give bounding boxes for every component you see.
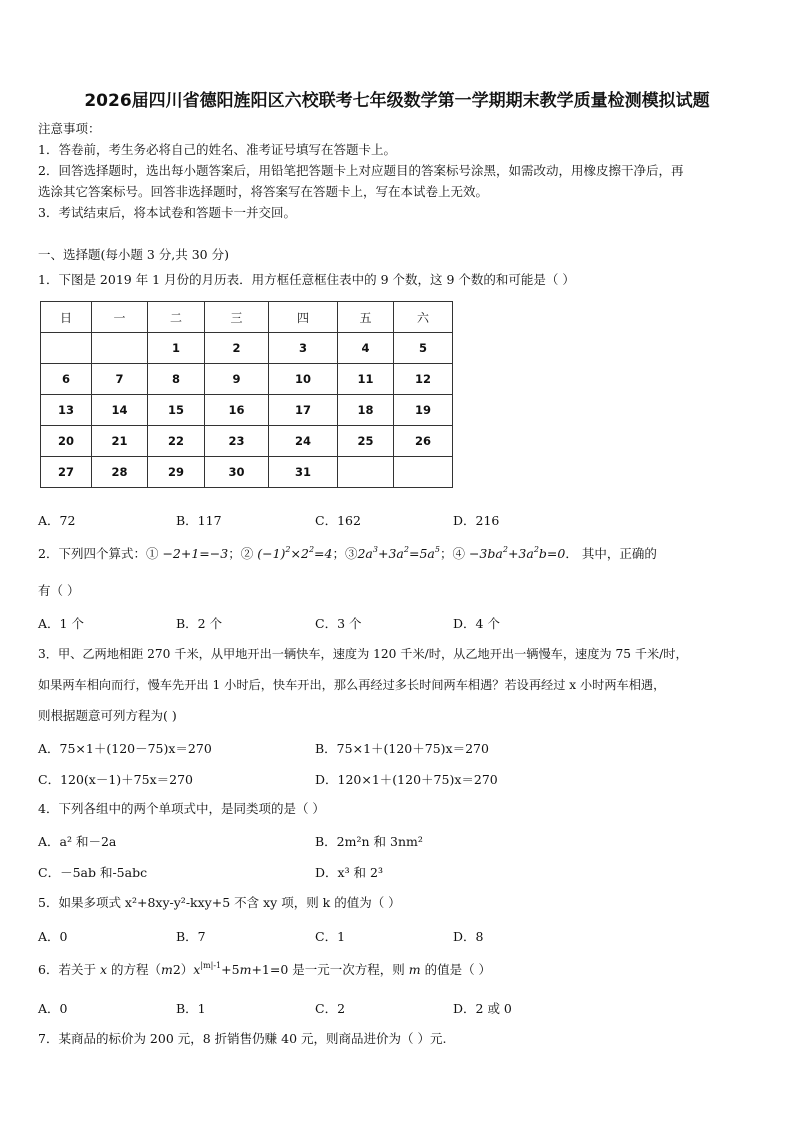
calendar-cell: 21	[92, 426, 148, 457]
calendar-cell: 24	[269, 426, 338, 457]
q2-formula-2	[257, 546, 332, 561]
q6-text: +5	[221, 962, 240, 977]
calendar-cell: 15	[148, 395, 205, 426]
q6-var-m: m	[239, 962, 252, 977]
q2-sep: ；③	[332, 546, 358, 561]
q2-sep: ；②	[228, 546, 254, 561]
notice-heading: 注意事项：	[38, 121, 101, 136]
q6-var-x: x	[193, 962, 201, 977]
q6-text: 的值是（ ）	[420, 962, 492, 977]
calendar-cell: 17	[269, 395, 338, 426]
notice-item: 3．考试结束后，将本试卷和答题卡一并交回。	[38, 205, 296, 220]
calendar-row	[41, 457, 453, 488]
option-c: C．3 个	[315, 616, 362, 631]
q6-var-m: m	[160, 962, 173, 977]
calendar-row	[41, 426, 453, 457]
option-a: A．0	[38, 1001, 68, 1016]
calendar-cell: 20	[41, 426, 92, 457]
notice-item: 选涂其它答案标号。回答非选择题时，将答案写在答题卡上，写在本试卷上无效。	[38, 184, 489, 199]
calendar-cell: 30	[205, 457, 269, 488]
q6-text: 6．若关于	[38, 962, 100, 977]
calendar-cell	[338, 457, 394, 488]
q2-f3-part: 2a	[357, 546, 373, 561]
option-c: C．1	[315, 929, 346, 944]
calendar-header-cell: 六	[394, 302, 453, 333]
question-2-stem	[38, 546, 657, 562]
question-3-line3: 则根据题意可列方程为( )	[38, 708, 177, 723]
calendar-cell: 16	[205, 395, 269, 426]
calendar-cell: 25	[338, 426, 394, 457]
option-a: A．1 个	[38, 616, 84, 631]
calendar-cell: 5	[394, 333, 453, 364]
q2-f2-part: ×2	[290, 546, 309, 561]
calendar-cell: 18	[338, 395, 394, 426]
option-b: B．1	[176, 1001, 206, 1016]
q2-f2-part: =4	[314, 546, 333, 561]
q2-lead: 2．下列四个算式：①	[38, 546, 159, 561]
option-a: A．0	[38, 929, 68, 944]
section-heading: 一、选择题(每小题 3 分,共 30 分)	[38, 247, 229, 262]
option-c: C．2	[315, 1001, 346, 1016]
option-a: A．72	[38, 513, 76, 528]
option-c: C．－5ab 和-5abc	[38, 865, 148, 880]
q2-f4-part: b=0	[538, 546, 566, 561]
calendar-header-cell: 五	[338, 302, 394, 333]
calendar-cell: 27	[41, 457, 92, 488]
question-4-stem: 4．下列各组中的两个单项式中，是同类项的是（ ）	[38, 801, 325, 816]
calendar-cell: 23	[205, 426, 269, 457]
option-b: B．75×1＋(120＋75)x＝270	[315, 741, 489, 756]
option-a: A．a² 和－2a	[38, 834, 117, 849]
option-d: D．120×1＋(120＋75)x＝270	[315, 772, 498, 787]
q2-f4-exp: 2	[502, 545, 508, 554]
q6-text: +1=0 是一元一次方程，则	[251, 962, 409, 977]
calendar-row	[41, 364, 453, 395]
q2-f3-exp: 5	[434, 545, 440, 554]
q2-f4-part: −3ba	[468, 546, 503, 561]
calendar-cell: 7	[92, 364, 148, 395]
calendar-cell: 13	[41, 395, 92, 426]
notice-item: 2．回答选择题时，选出每小题答案后，用铅笔把答题卡上对应题目的答案标号涂黑，如需改动，用橡皮擦干净后，再	[38, 163, 684, 178]
calendar-cell: 9	[205, 364, 269, 395]
page-title: 2026届四川省德阳旌阳区六校联考七年级数学第一学期期末教学质量检测模拟试题	[84, 91, 710, 111]
calendar-cell: 11	[338, 364, 394, 395]
q2-f3-part: +3a	[377, 546, 404, 561]
option-b: B．2m²n 和 3nm²	[315, 834, 423, 849]
calendar-cell: 14	[92, 395, 148, 426]
option-c: C．162	[315, 513, 361, 528]
calendar-cell: 26	[394, 426, 453, 457]
calendar-row	[41, 333, 453, 364]
question-5-stem: 5．如果多项式 x²+8xy-y²-kxy+5 不含 xy 项，则 k 的值为（ ）	[38, 895, 401, 910]
option-b: B．2 个	[176, 616, 223, 631]
question-3-line2: 如果两车相向而行，慢车先开出 1 小时后，快车开出，那么再经过多长时间两车相遇？若设再经过 x 小时两车相遇，	[38, 678, 666, 692]
question-1-stem: 1．下图是 2019 年 1 月份的月历表．用方框任意框住表中的 9 个数，这 9 个数的和可能是（ ）	[38, 272, 575, 287]
q2-f4-exp: 2	[533, 545, 539, 554]
calendar-cell	[92, 333, 148, 364]
q2-f3-exp: 2	[403, 545, 409, 554]
option-d: D．4 个	[453, 616, 500, 631]
option-c: C．120(x－1)＋75x＝270	[38, 772, 193, 787]
option-b: B．117	[176, 513, 222, 528]
option-d: D．216	[453, 513, 500, 528]
calendar-cell: 2	[205, 333, 269, 364]
q6-var-m: m	[408, 962, 421, 977]
q2-formula-1: −2+1=−3	[162, 546, 229, 561]
calendar-header-row	[41, 302, 453, 333]
q2-f2-exp: 2	[285, 545, 291, 554]
q2-sep: ；④	[439, 546, 465, 561]
notice-item: 1．答卷前，考生务必将自己的姓名、准考证号填写在答题卡上。	[38, 142, 396, 157]
q6-text: 的方程（	[107, 962, 161, 977]
calendar-cell: 19	[394, 395, 453, 426]
calendar-cell: 28	[92, 457, 148, 488]
q6-var-x: x	[99, 962, 107, 977]
calendar-cell: 29	[148, 457, 205, 488]
q2-f3-part: =5a	[408, 546, 435, 561]
calendar-header-cell: 日	[41, 302, 92, 333]
question-7-stem: 7．某商品的标价为 200 元，8 折销售仍赚 40 元，则商品进价为（ ）元.	[38, 1031, 447, 1046]
calendar-table	[40, 301, 453, 488]
calendar-cell	[41, 333, 92, 364]
question-2-line2: 有（ ）	[38, 583, 80, 598]
option-d: D．x³ 和 2³	[315, 865, 383, 880]
q2-formula-3	[357, 546, 439, 561]
q6-exponent: |m|-1	[200, 961, 222, 970]
q2-f2-part: (−1)	[257, 546, 286, 561]
calendar-row	[41, 395, 453, 426]
calendar-cell: 10	[269, 364, 338, 395]
calendar-cell: 1	[148, 333, 205, 364]
calendar-cell	[394, 457, 453, 488]
calendar-cell: 12	[394, 364, 453, 395]
option-d: D．8	[453, 929, 484, 944]
question-6-stem	[38, 962, 491, 978]
calendar-cell: 6	[41, 364, 92, 395]
calendar-cell: 3	[269, 333, 338, 364]
calendar-cell: 4	[338, 333, 394, 364]
q2-tail: ． 其中，正确的	[565, 546, 657, 561]
calendar-header-cell: 一	[92, 302, 148, 333]
option-a: A．75×1＋(120－75)x＝270	[38, 741, 212, 756]
calendar-header-cell: 三	[205, 302, 269, 333]
calendar-header-cell: 二	[148, 302, 205, 333]
q2-f4-part: +3a	[507, 546, 534, 561]
q2-f3-exp: 3	[372, 545, 378, 554]
calendar-cell: 8	[148, 364, 205, 395]
question-3-line1: 3．甲、乙两地相距 270 千米，从甲地开出一辆快车，速度为 120 千米/时，从乙地开出一辆慢车，速度为 75 千米/时，	[38, 647, 688, 661]
calendar-cell: 31	[269, 457, 338, 488]
option-d: D．2 或 0	[453, 1001, 512, 1016]
q2-f2-exp: 2	[308, 545, 315, 554]
calendar-cell: 22	[148, 426, 205, 457]
q2-formula-4	[469, 546, 565, 561]
option-b: B．7	[176, 929, 206, 944]
calendar-header-cell: 四	[269, 302, 338, 333]
q6-text: 2）	[172, 962, 194, 977]
